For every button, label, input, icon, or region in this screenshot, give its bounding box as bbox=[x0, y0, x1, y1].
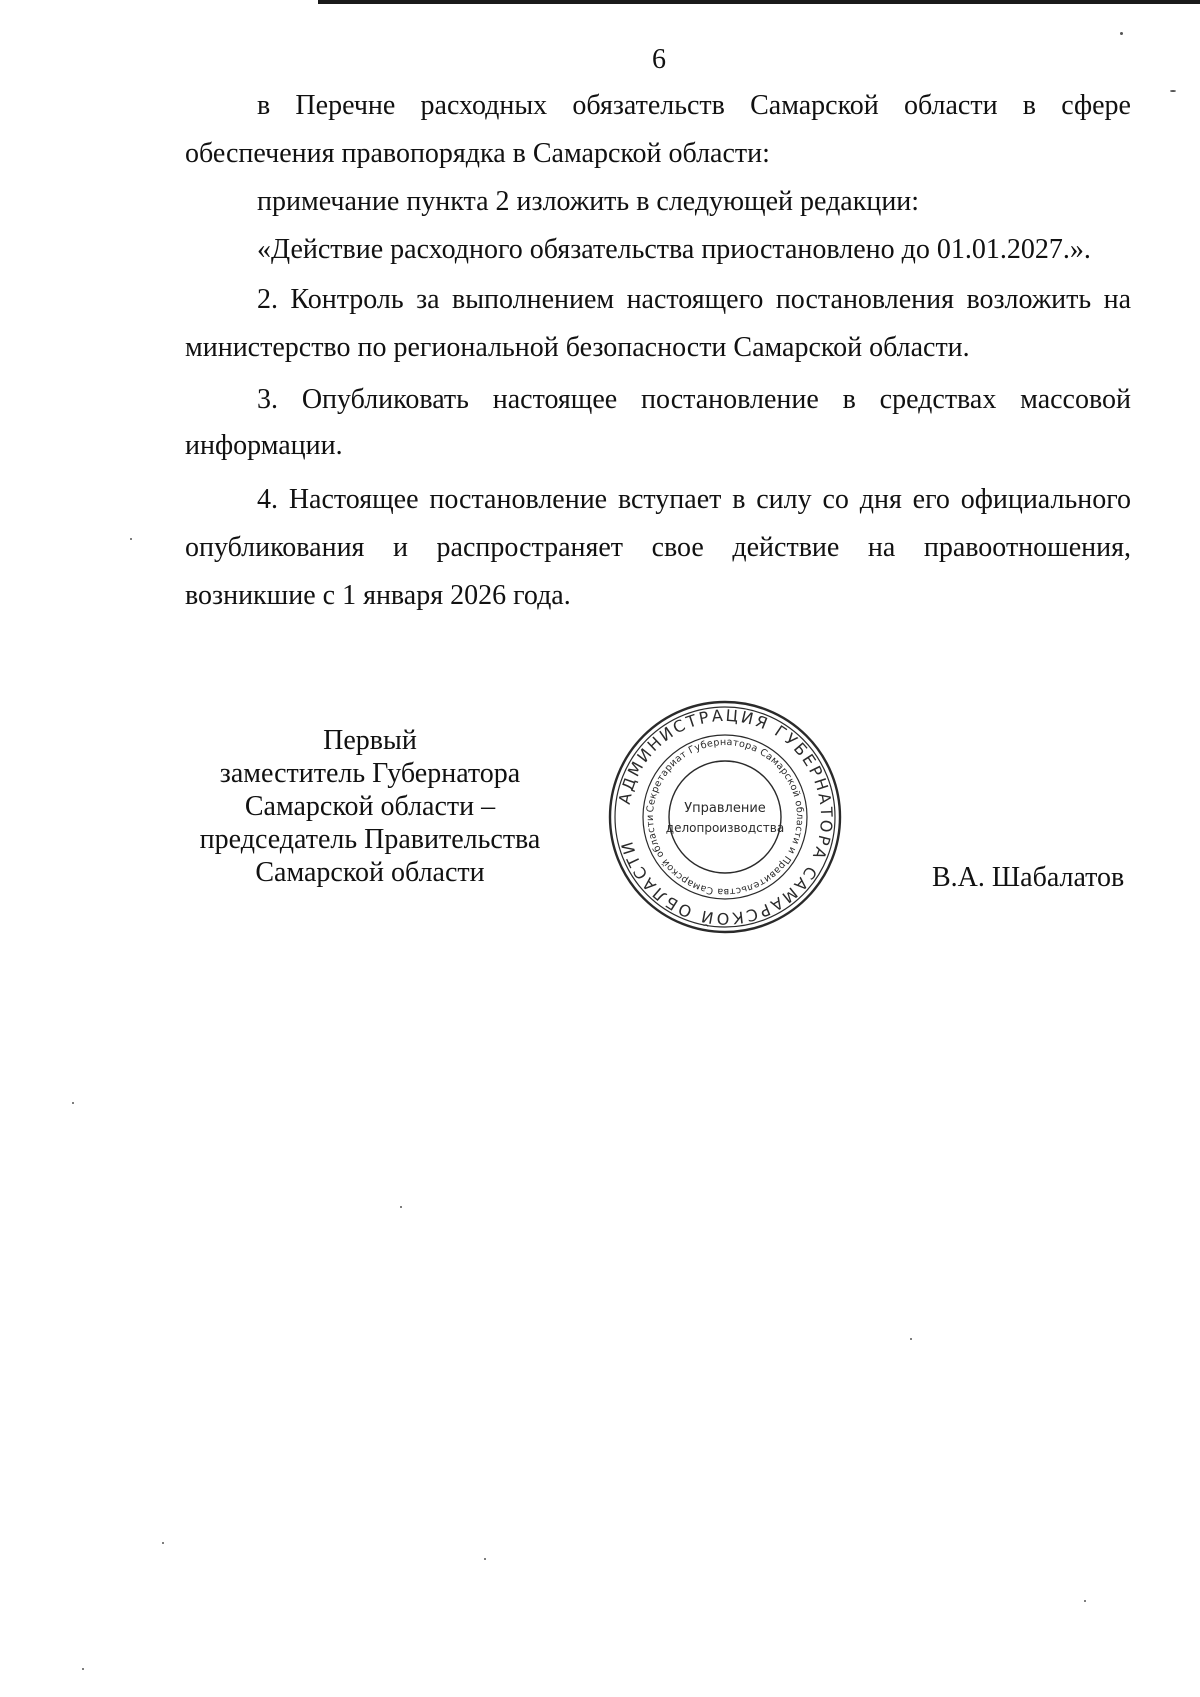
paragraph-expenditure-list-cont bbox=[185, 130, 1131, 178]
paragraph-line: обеспечения правопорядка в Самарской области: bbox=[185, 138, 770, 169]
scan-speck bbox=[910, 1338, 912, 1340]
signer-name: В.А. Шабалатов bbox=[932, 862, 1125, 893]
scan-speck bbox=[82, 1668, 84, 1670]
paragraph-control-cont bbox=[185, 324, 1131, 372]
paragraph-line: 2. Контроль за выполнением настоящего постановления возложить на bbox=[257, 284, 1131, 315]
paragraph-effect-end bbox=[185, 572, 1131, 620]
paragraph-line: в Перечне расходных обязательств Самарской области в сфере bbox=[257, 90, 1131, 121]
paragraph-line: министерство по региональной безопасности Самарской области. bbox=[185, 332, 970, 363]
paragraph-effect-cont bbox=[185, 524, 1131, 572]
paragraph-line: возникшие с 1 января 2026 года. bbox=[185, 580, 571, 611]
paragraph-note-instruction: примечание пункта 2 изложить в следующей редакции: bbox=[257, 186, 920, 217]
paragraph-note-text: «Действие расходного обязательства приостановлено до 01.01.2027.». bbox=[257, 234, 1091, 265]
paragraph-effect bbox=[185, 476, 1131, 524]
scan-speck bbox=[1170, 90, 1176, 92]
stamp-center-line1: Управление bbox=[684, 801, 766, 816]
scan-speck bbox=[72, 1102, 74, 1104]
signer-title-line: Самарской области – bbox=[244, 791, 496, 822]
paragraph-line: 3. Опубликовать настоящее постановление в средствах массовой bbox=[257, 384, 1131, 415]
top-rule bbox=[318, 0, 1200, 4]
scan-speck bbox=[484, 1558, 486, 1560]
scan-speck bbox=[1120, 32, 1123, 35]
signer-title-line: Самарской области bbox=[255, 857, 485, 888]
scan-speck bbox=[400, 1206, 402, 1208]
paragraph-line: 4. Настоящее постановление вступает в силу со дня его официального bbox=[257, 484, 1131, 515]
official-stamp bbox=[606, 698, 844, 936]
signer-title-line: Первый bbox=[323, 725, 417, 756]
stamp-ring-center bbox=[669, 761, 781, 873]
stamp-inner-text: Секретариат Губернатора Самарской области и Правительства Самарской области bbox=[644, 736, 806, 898]
paragraph-expenditure-list bbox=[185, 82, 1131, 130]
page-number: 6 bbox=[652, 44, 666, 75]
scan-speck bbox=[162, 1542, 164, 1544]
stamp-outer-text: АДМИНИСТРАЦИЯ ГУБЕРНАТОРА САМАРСКОЙ ОБЛАСТИ bbox=[614, 705, 837, 929]
signer-title bbox=[180, 724, 560, 889]
paragraph-publish bbox=[185, 376, 1131, 424]
scan-speck bbox=[1084, 1600, 1086, 1602]
paragraph-publish-cont bbox=[185, 422, 1131, 470]
stamp-ring-divider bbox=[643, 735, 807, 899]
signer-title-line: заместитель Губернатора bbox=[219, 758, 521, 789]
paragraph-line: опубликования и распространяет свое действие на правоотношения, bbox=[185, 532, 1131, 563]
paragraph-control bbox=[185, 276, 1131, 324]
stamp-center-line2: делопроизводства bbox=[665, 821, 785, 835]
scan-speck bbox=[130, 538, 132, 540]
paragraph-line: информации. bbox=[185, 430, 343, 461]
signer-title-line: председатель Правительства bbox=[199, 824, 541, 855]
stamp-ring-outer bbox=[610, 702, 840, 932]
